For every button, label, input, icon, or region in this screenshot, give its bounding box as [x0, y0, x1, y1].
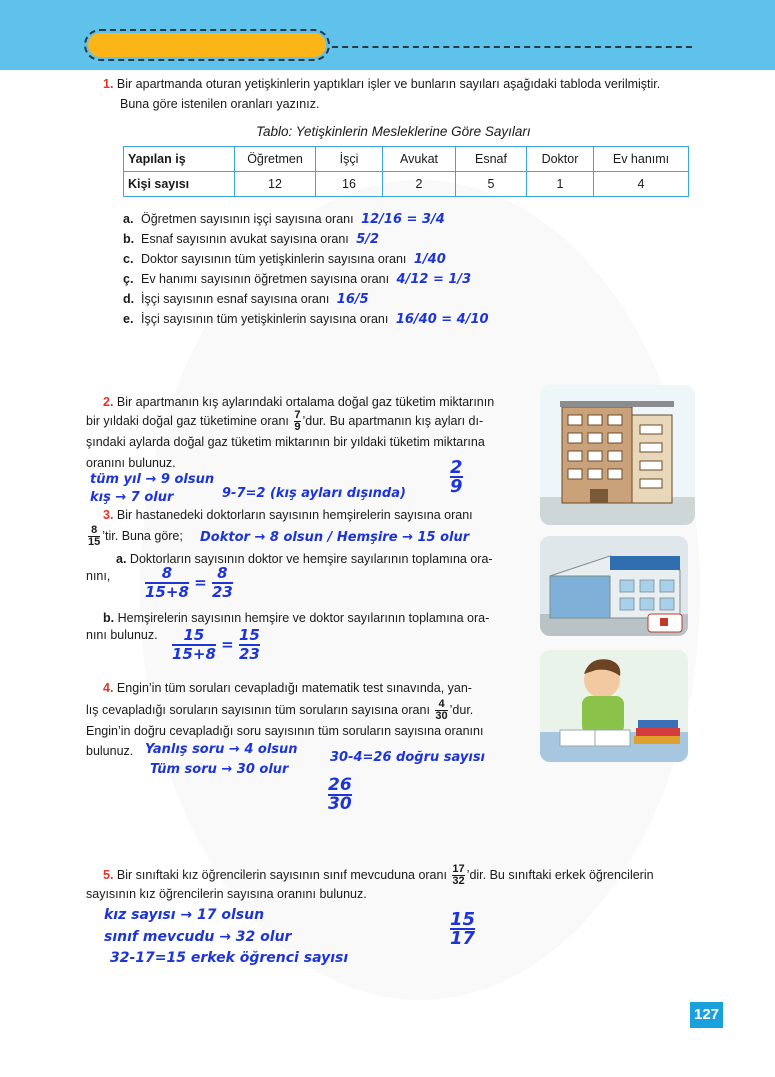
table-row: [124, 147, 689, 172]
option-text: Ev hanımı sayısının öğretmen sayısına oranı: [141, 272, 390, 286]
q1-option-d: [123, 291, 369, 308]
q1-text-2: Buna göre istenilen oranları yazınız.: [120, 97, 320, 111]
handwritten-answer: 5/2: [356, 232, 380, 247]
q1-option-e: [123, 311, 489, 328]
q1-option-c: [123, 251, 446, 268]
q4-text-2b: ’dur.: [449, 702, 474, 717]
fraction-numerator: 4: [438, 698, 445, 710]
q5-handwriting-2: sınıf mevcudu → 32 olur: [104, 929, 292, 945]
q2-text-2a: bir yıldaki doğal gaz tüketimine oranı: [86, 413, 289, 428]
table-col-header: Esnaf: [456, 147, 527, 172]
q4-text-3: Engin’in doğru cevapladığı soru sayısının tüm soruların sayısına oranını: [86, 724, 484, 738]
table-cell: 1: [527, 172, 594, 197]
option-label: b.: [103, 611, 115, 625]
q4-handwriting-1: Yanlış soru → 4 olsun: [145, 742, 298, 757]
q4-text-4: bulunuz.: [86, 744, 134, 758]
q3-fraction: [88, 525, 100, 548]
q4-line1: [103, 680, 472, 696]
fraction-denominator: 32: [452, 875, 465, 887]
q5-handwritten-answer: [450, 909, 476, 949]
q2-line2: [86, 410, 483, 433]
option-label: ç.: [123, 272, 134, 286]
fraction-denominator: 15+8: [145, 583, 189, 601]
professions-table: [123, 146, 689, 197]
q4-handwriting-3: 30-4=26 doğru sayısı: [330, 750, 486, 765]
fraction-numerator: 17: [452, 863, 465, 875]
q2-line1: [103, 394, 494, 410]
option-label: c.: [123, 252, 134, 266]
table-row-header: Yapılan iş: [124, 147, 235, 172]
q2-text-3: şındaki aylarda doğal gaz tüketim miktarının bir yıldaki tüketim miktarına: [86, 435, 485, 449]
option-text: İşçi sayısının esnaf sayısına oranı: [141, 292, 330, 306]
option-label: e.: [123, 312, 134, 326]
q3-line2: [86, 525, 183, 548]
option-label: d.: [123, 292, 135, 306]
q1-text-1: Bir apartmanda oturan yetişkinlerin yaptıkları işler ve bunların sayıları aşağıdaki tabloda verilmiştir.: [116, 77, 661, 91]
fraction-numerator: 15: [450, 909, 476, 930]
q4-line2: [86, 699, 473, 722]
q3a-line1: [116, 551, 493, 567]
q3b-text-2: nını bulunuz.: [86, 628, 158, 642]
table-col-header: Ev hanımı: [594, 147, 689, 172]
option-text: İşçi sayısının tüm yetişkinlerin sayısına oranı: [141, 312, 389, 326]
fraction-numerator: 7: [294, 409, 301, 421]
apartment-illustration: [540, 385, 695, 525]
student-reading-illustration: [540, 650, 688, 762]
table-cell: 2: [383, 172, 456, 197]
fraction-denominator: 9: [450, 476, 463, 497]
table-cell: 12: [235, 172, 316, 197]
fraction-numerator: 8: [161, 564, 173, 582]
fraction-denominator: 23: [211, 583, 233, 601]
q5-text-1a: Bir sınıftaki kız öğrencilerin sayısının sınıf mevcuduna oranı: [116, 867, 447, 882]
fraction-numerator: 15: [183, 626, 205, 644]
q1-option-a: [123, 211, 445, 228]
q3a-handwritten-answer: $\frac{8}{15+8}$ = $\frac{8}{23}$: [145, 564, 233, 601]
table-col-header: Avukat: [383, 147, 456, 172]
q4-handwriting-2: Tüm soru → 30 olur: [150, 762, 289, 777]
q3b-handwritten-answer: $\frac{15}{15+8}$ = $\frac{15}{23}$: [172, 626, 260, 663]
handwritten-answer: 12/16 = 3/4: [361, 212, 445, 227]
table-row-header: Kişi sayısı: [124, 172, 235, 197]
q2-handwritten-answer: [450, 457, 463, 497]
fraction-numerator: 15: [238, 626, 260, 644]
fraction-numerator: 26: [328, 775, 352, 795]
table-cell: 4: [594, 172, 689, 197]
q5-handwriting-1: kız sayısı → 17 olsun: [104, 907, 265, 923]
q2-handwriting-1: tüm yıl → 9 olsun: [90, 472, 215, 487]
q5-line1: [103, 864, 654, 887]
q2-text-1: Bir apartmanın kış aylarındaki ortalama doğal gaz tüketim miktarının: [116, 395, 495, 409]
q2-fraction: [294, 410, 300, 433]
q5-fraction: [452, 864, 464, 887]
q4-text-1: Engin’in tüm soruları cevapladığı matematik test sınavında, yan-: [116, 681, 472, 695]
q2-text-4: oranını bulunuz.: [86, 456, 176, 470]
handwritten-answer: 1/40: [413, 252, 446, 267]
handwritten-answer: 16/40 = 4/10: [395, 312, 489, 327]
table-col-header: Doktor: [527, 147, 594, 172]
q5-handwriting-3: 32-17=15 erkek öğrenci sayısı: [110, 950, 349, 966]
fraction-numerator: 8: [91, 524, 98, 536]
q4-text-2a: lış cevapladığı soruların sayısının tüm soruların sayısına oranı: [86, 702, 430, 717]
fraction-denominator: 23: [238, 645, 260, 663]
table-row: [124, 172, 689, 197]
table-col-header: Öğretmen: [235, 147, 316, 172]
q1-line1: [103, 76, 660, 92]
q4-handwritten-answer: [328, 775, 352, 814]
option-label: a.: [116, 552, 127, 566]
q2-number: 2.: [103, 395, 114, 409]
q4-number: 4.: [103, 681, 114, 695]
fraction-numerator: 8: [217, 564, 228, 582]
q5-text-2: sayısının kız öğrencilerin sayısına oranını bulunuz.: [86, 887, 367, 901]
q3b-line1: [103, 610, 489, 626]
option-label: a.: [123, 212, 134, 226]
fraction-denominator: 30: [435, 710, 448, 722]
page-number-badge: 127: [690, 1002, 723, 1028]
q5-number: 5.: [103, 867, 114, 882]
q5-text-1b: ’dir. Bu sınıftaki erkek öğrencilerin: [466, 867, 654, 882]
q4-fraction: [435, 699, 447, 722]
table-caption: Tablo: Yetişkinlerin Mesleklerine Göre Sayıları: [256, 124, 531, 139]
fraction-denominator: 15+8: [172, 645, 216, 663]
header-pill: [88, 33, 326, 57]
q1-option-cc: [123, 271, 471, 288]
table-col-header: İşçi: [316, 147, 383, 172]
q1-option-b: [123, 231, 379, 248]
option-text: Doktor sayısının tüm yetişkinlerin sayısına oranı: [141, 252, 407, 266]
q2-text-2b: ’dur. Bu apartmanın kış ayları dı-: [302, 413, 484, 428]
fraction-numerator: 2: [450, 457, 463, 478]
q3b-text-1: Hemşirelerin sayısının hemşire ve doktor sayılarının toplamına ora-: [117, 611, 490, 625]
table-cell: 5: [456, 172, 527, 197]
table-cell: 16: [316, 172, 383, 197]
handwritten-answer: 16/5: [336, 292, 369, 307]
handwritten-answer: 4/12 = 1/3: [396, 272, 472, 287]
q1-number: 1.: [103, 77, 114, 91]
fraction-denominator: 30: [328, 794, 352, 814]
q3a-text-2: nını,: [86, 569, 111, 583]
q3-handwriting-given: Doktor → 8 olsun / Hemşire → 15 olur: [200, 530, 470, 545]
fraction-denominator: 17: [450, 928, 476, 949]
q2-handwriting-2: kış → 7 olur: [90, 490, 174, 505]
header-dashed-line: [332, 46, 692, 48]
fraction-denominator: 9: [294, 421, 301, 433]
option-text: Esnaf sayısının avukat sayısına oranı: [141, 232, 349, 246]
q3-number: 3.: [103, 508, 114, 522]
option-text: Öğretmen sayısının işçi sayısına oranı: [141, 212, 354, 226]
q2-handwriting-3: 9-7=2 (kış ayları dışında): [222, 486, 406, 501]
q3-text-2: ’tir. Buna göre;: [102, 528, 183, 543]
hospital-illustration: [540, 536, 688, 636]
fraction-denominator: 15: [88, 536, 101, 548]
q3-line1: [103, 507, 473, 523]
q3a-text-1: Doktorların sayısının doktor ve hemşire sayılarının toplamına ora-: [129, 552, 493, 566]
q3-text-1: Bir hastanedeki doktorların sayısının hemşirelerin sayısına oranı: [116, 508, 473, 522]
option-label: b.: [123, 232, 135, 246]
